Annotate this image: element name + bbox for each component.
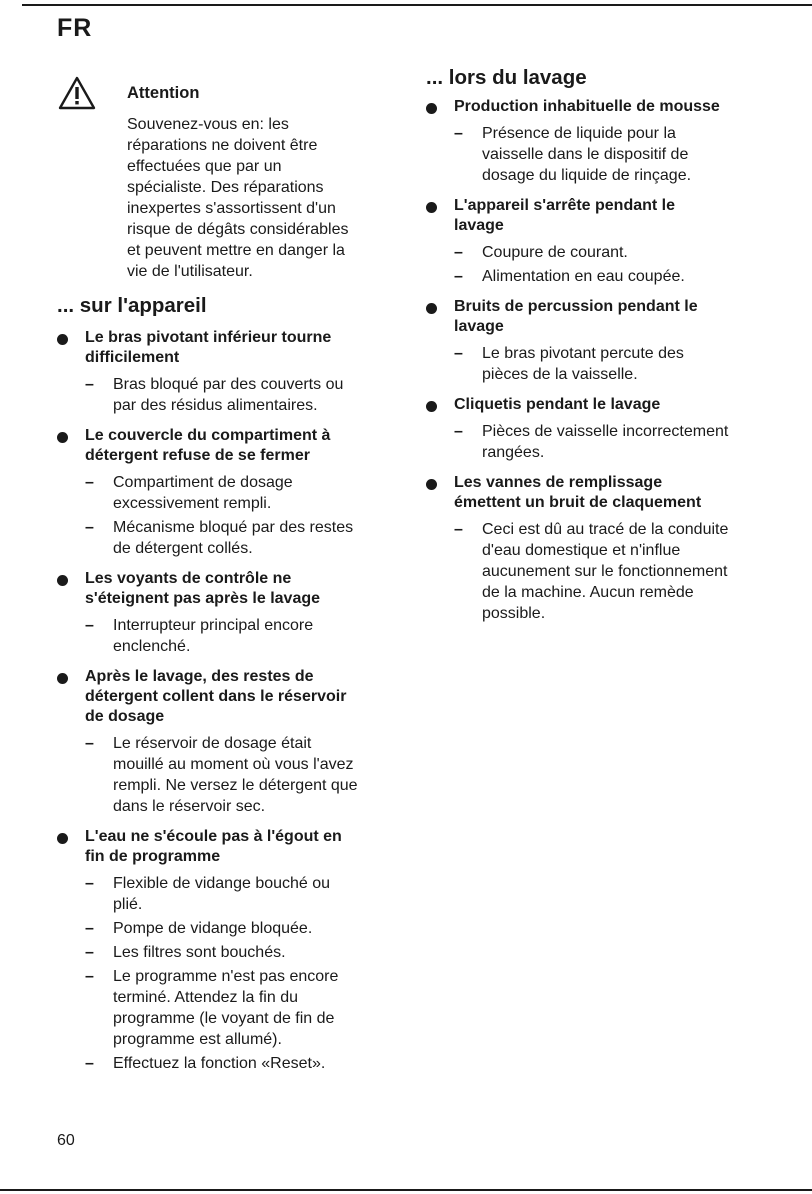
dash-icon: – bbox=[85, 1055, 94, 1072]
issue-item bbox=[426, 196, 771, 287]
cause-text-line: excessivement rempli. bbox=[113, 495, 272, 512]
cause-item bbox=[454, 266, 771, 287]
cause-text-line: terminé. Attendez la fin du bbox=[113, 989, 298, 1006]
warning-title: Attention bbox=[127, 84, 200, 102]
issue-title-line: Les vannes de remplissage bbox=[454, 474, 663, 491]
bullet-icon bbox=[57, 432, 68, 443]
dash-icon: – bbox=[85, 617, 94, 634]
cause-list bbox=[85, 374, 397, 416]
cause-item bbox=[454, 343, 771, 385]
cause-text-line: d'eau domestique et n'influe bbox=[482, 542, 681, 559]
bullet-icon bbox=[57, 575, 68, 586]
dash-icon: – bbox=[85, 735, 94, 752]
issue-title-line: Cliquetis pendant le lavage bbox=[454, 396, 661, 413]
warning-line: et peuvent mettre en danger la bbox=[127, 242, 345, 259]
section-heading-washing: ... lors du lavage bbox=[426, 66, 587, 89]
issue-item bbox=[426, 473, 771, 624]
issue-title-line: L'eau ne s'écoule pas à l'égout en bbox=[85, 828, 342, 845]
issue-item bbox=[426, 97, 771, 186]
issue-title-line: L'appareil s'arrête pendant le bbox=[454, 197, 676, 214]
issue-title-line: s'éteignent pas après le lavage bbox=[85, 590, 321, 607]
cause-text-line: dans le réservoir sec. bbox=[113, 798, 266, 815]
issue-title-line: Le couvercle du compartiment à bbox=[85, 427, 331, 444]
cause-text-line: plié. bbox=[113, 896, 143, 913]
cause-text-line: programme est allumé). bbox=[113, 1031, 282, 1048]
dash-icon: – bbox=[454, 521, 463, 538]
cause-text-line: vaisselle dans le dispositif de bbox=[482, 146, 689, 163]
issue-title-line: détergent collent dans le réservoir bbox=[85, 688, 347, 705]
cause-list bbox=[85, 472, 397, 559]
warning-line: Souvenez-vous en: les bbox=[127, 116, 289, 133]
cause-list bbox=[454, 421, 771, 463]
dash-icon: – bbox=[454, 125, 463, 142]
cause-item bbox=[454, 421, 771, 463]
section-heading-appliance: ... sur l'appareil bbox=[57, 294, 207, 317]
cause-text-line: Interrupteur principal encore bbox=[113, 617, 314, 634]
issue-item bbox=[426, 395, 771, 463]
issue-item bbox=[426, 297, 771, 385]
bullet-icon bbox=[426, 202, 437, 213]
cause-item bbox=[454, 242, 771, 263]
bottom-rule bbox=[0, 1189, 812, 1191]
bullet-icon bbox=[57, 334, 68, 345]
cause-text-line: mouillé au moment où vous l'avez bbox=[113, 756, 354, 773]
cause-item bbox=[454, 123, 771, 186]
dash-icon: – bbox=[85, 875, 94, 892]
cause-text-line: Pièces de vaisselle incorrectement bbox=[482, 423, 729, 440]
cause-text-line: programme (le voyant de fin de bbox=[113, 1010, 335, 1027]
warning-line: vie de l'utilisateur. bbox=[127, 263, 253, 280]
cause-text-line: pièces de la vaisselle. bbox=[482, 366, 638, 383]
warning-line: inexpertes s'assortissent d'un bbox=[127, 200, 336, 217]
cause-text-line: de détergent collés. bbox=[113, 540, 253, 557]
dash-icon: – bbox=[454, 345, 463, 362]
cause-text-line: aucunement sur le fonctionnement bbox=[482, 563, 728, 580]
cause-text-line: Pompe de vidange bloquée. bbox=[113, 920, 313, 937]
cause-text-line: Mécanisme bloqué par des restes bbox=[113, 519, 354, 536]
cause-text-line: Le bras pivotant percute des bbox=[482, 345, 684, 362]
warning-line: risque de dégâts considérables bbox=[127, 221, 349, 238]
dash-icon: – bbox=[85, 944, 94, 961]
cause-item bbox=[85, 374, 397, 416]
cause-text-line: Présence de liquide pour la bbox=[482, 125, 676, 142]
issue-title-line: émettent un bruit de claquement bbox=[454, 494, 702, 511]
issue-item bbox=[57, 328, 397, 416]
cause-item bbox=[454, 519, 771, 624]
issue-title-line: fin de programme bbox=[85, 848, 221, 865]
issue-title-line: lavage bbox=[454, 217, 504, 234]
cause-list bbox=[454, 242, 771, 287]
cause-text-line: Flexible de vidange bouché ou bbox=[113, 875, 331, 892]
cause-text-line: par des résidus alimentaires. bbox=[113, 397, 318, 414]
page-number: 60 bbox=[57, 1132, 75, 1149]
issue-title-line: difficilement bbox=[85, 349, 180, 366]
bullet-icon bbox=[57, 673, 68, 684]
cause-list bbox=[454, 343, 771, 385]
cause-text-line: Compartiment de dosage bbox=[113, 474, 293, 491]
issue-title-line: Après le lavage, des restes de bbox=[85, 668, 314, 685]
bullet-icon bbox=[57, 833, 68, 844]
issue-title-line: lavage bbox=[454, 318, 504, 335]
warning-line: réparations ne doivent être bbox=[127, 137, 318, 154]
cause-text-line: Effectuez la fonction «Reset». bbox=[113, 1055, 326, 1072]
cause-item bbox=[85, 873, 397, 915]
cause-text-line: rangées. bbox=[482, 444, 545, 461]
cause-text-line: dosage du liquide de rinçage. bbox=[482, 167, 692, 184]
top-rule bbox=[22, 4, 812, 6]
issue-title-line: Le bras pivotant inférieur tourne bbox=[85, 329, 332, 346]
issue-item bbox=[57, 569, 397, 657]
cause-text-line: possible. bbox=[482, 605, 546, 622]
issue-title-line: Les voyants de contrôle ne bbox=[85, 570, 292, 587]
washing-issue-list bbox=[426, 97, 771, 634]
issue-item bbox=[57, 426, 397, 559]
cause-text-line: Le réservoir de dosage était bbox=[113, 735, 312, 752]
warning-text bbox=[127, 114, 397, 282]
cause-text-line: Alimentation en eau coupée. bbox=[482, 268, 685, 285]
issue-title-line: Production inhabituelle de mousse bbox=[454, 98, 720, 115]
dash-icon: – bbox=[85, 519, 94, 536]
cause-text-line: Bras bloqué par des couverts ou bbox=[113, 376, 344, 393]
warning-triangle-icon bbox=[58, 76, 96, 110]
cause-list bbox=[85, 873, 397, 1074]
cause-text-line: Ceci est dû au tracé de la conduite bbox=[482, 521, 729, 538]
dash-icon: – bbox=[85, 920, 94, 937]
cause-item bbox=[85, 733, 397, 817]
dash-icon: – bbox=[454, 423, 463, 440]
cause-item bbox=[85, 918, 397, 939]
dash-icon: – bbox=[454, 268, 463, 285]
cause-item bbox=[85, 1053, 397, 1074]
cause-list bbox=[85, 615, 397, 657]
bullet-icon bbox=[426, 401, 437, 412]
cause-item bbox=[85, 966, 397, 1050]
cause-item bbox=[85, 615, 397, 657]
cause-item bbox=[85, 472, 397, 514]
bullet-icon bbox=[426, 303, 437, 314]
cause-item bbox=[85, 517, 397, 559]
issue-title-line: détergent refuse de se fermer bbox=[85, 447, 310, 464]
bullet-icon bbox=[426, 103, 437, 114]
issue-item bbox=[57, 827, 397, 1074]
language-code: FR bbox=[57, 14, 93, 42]
issue-title-line: de dosage bbox=[85, 708, 165, 725]
cause-list bbox=[85, 733, 397, 817]
appliance-issue-list bbox=[57, 328, 397, 1084]
cause-text-line: enclenché. bbox=[113, 638, 191, 655]
cause-text-line: Coupure de courant. bbox=[482, 244, 628, 261]
cause-item bbox=[85, 942, 397, 963]
dash-icon: – bbox=[85, 474, 94, 491]
cause-text-line: Le programme n'est pas encore bbox=[113, 968, 339, 985]
warning-line: effectuées que par un bbox=[127, 158, 282, 175]
dash-icon: – bbox=[85, 376, 94, 393]
cause-text-line: Les filtres sont bouchés. bbox=[113, 944, 286, 961]
dash-icon: – bbox=[454, 244, 463, 261]
warning-line: spécialiste. Des réparations bbox=[127, 179, 324, 196]
dash-icon: – bbox=[85, 968, 94, 985]
cause-text-line: rempli. Ne versez le détergent que bbox=[113, 777, 358, 794]
cause-list bbox=[454, 519, 771, 624]
cause-text-line: de la machine. Aucun remède bbox=[482, 584, 694, 601]
issue-title-line: Bruits de percussion pendant le bbox=[454, 298, 698, 315]
issue-item bbox=[57, 667, 397, 817]
cause-list bbox=[454, 123, 771, 186]
bullet-icon bbox=[426, 479, 437, 490]
